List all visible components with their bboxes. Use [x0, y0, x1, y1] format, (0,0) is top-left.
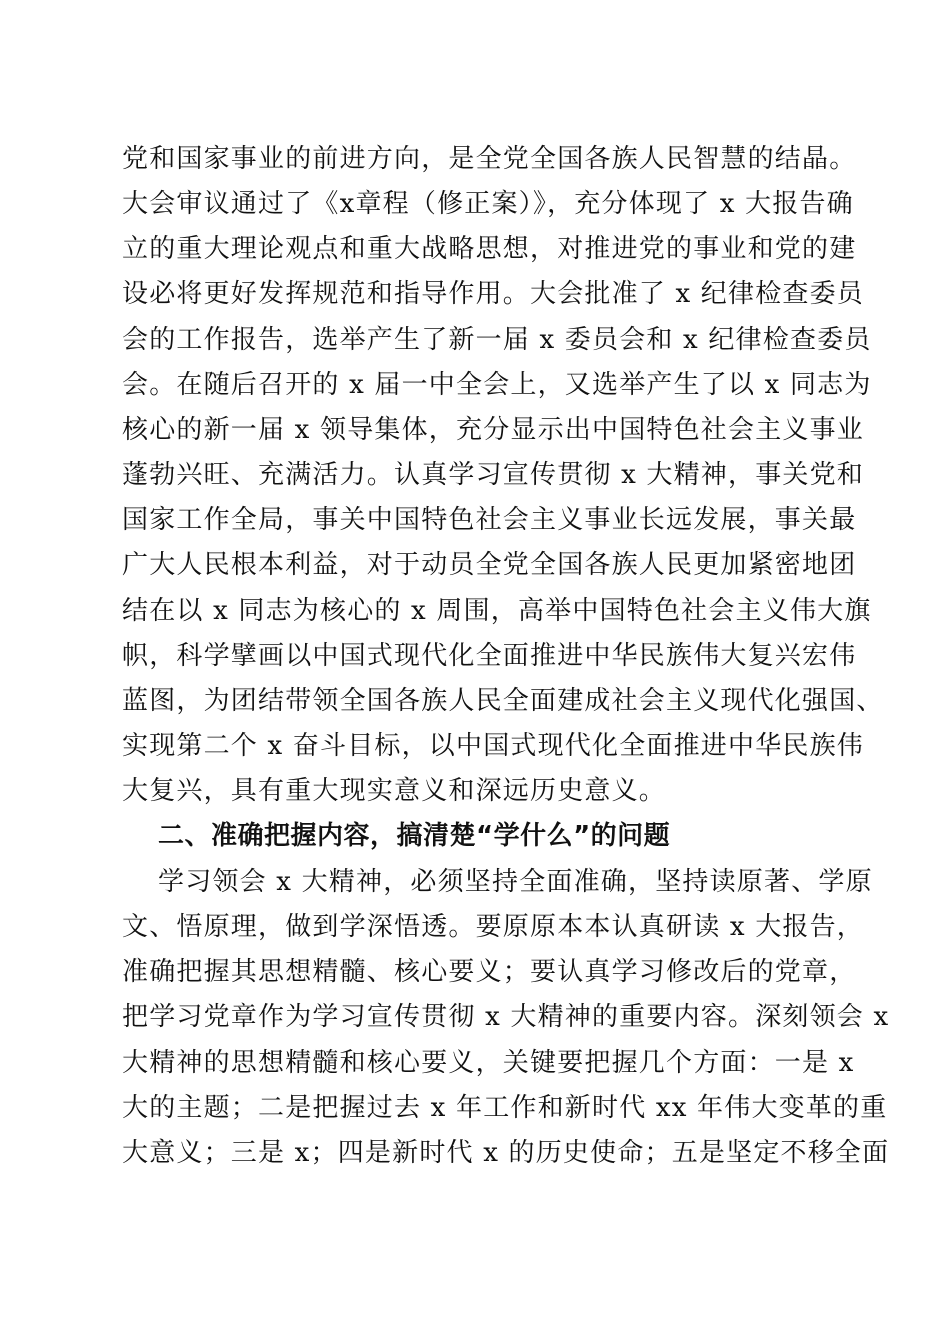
body-text-line: 大的主题；二是把握过去 x 年工作和新时代 xx 年伟大变革的重 [122, 1093, 888, 1123]
body-text-line: 实现第二个 x 奋斗目标，以中国式现代化全面推进中华民族伟 [122, 731, 864, 761]
body-text-line: 广大人民根本利益，对于动员全党全国各族人民更加紧密地团 [122, 550, 857, 580]
body-text-line: 准确把握其思想精髓、核心要义；要认真学习修改后的党章， [122, 957, 857, 987]
body-text-line: 会。在随后召开的 x 届一中全会上，又选举产生了以 x 同志为 [122, 370, 872, 400]
body-text-line: 文、悟原理，做到学深悟透。要原原本本认真研读 x 大报告， [122, 912, 864, 942]
section-heading: 二、准确把握内容，搞清楚“学什么”的问题 [158, 821, 671, 851]
body-text-line: 核心的新一届 x 领导集体，充分显示出中国特色社会主义事业 [122, 415, 864, 445]
body-text-line: 结在以 x 同志为核心的 x 周围，高举中国特色社会主义伟大旗 [122, 596, 872, 626]
body-text-line: 国家工作全局，事关中国特色社会主义事业长远发展，事关最 [122, 505, 857, 535]
body-text-line: 学习领会 x 大精神，必须坚持全面准确，坚持读原著、学原 [158, 867, 873, 897]
body-text-line: 会的工作报告，选举产生了新一届 x 委员会和 x 纪律检查委员 [122, 325, 872, 355]
body-text-line: 蓬勃兴旺、充满活力。认真学习宣传贯彻 x 大精神，事关党和 [122, 460, 864, 490]
body-text-line: 大意义；三是 x；四是新时代 x 的历史使命；五是坚定不移全面 [122, 1138, 890, 1168]
body-text-line: 帜，科学擘画以中国式现代化全面推进中华民族伟大复兴宏伟 [122, 641, 857, 671]
body-text-line: 大精神的思想精髓和核心要义，关键要把握几个方面：一是 x [122, 1048, 855, 1078]
body-text-line: 党和国家事业的前进方向，是全党全国各族人民智慧的结晶。 [122, 144, 857, 174]
body-text-line: 立的重大理论观点和重大战略思想，对推进党的事业和党的建 [122, 234, 857, 264]
body-text-line: 大复兴，具有重大现实意义和深远历史意义。 [122, 776, 667, 806]
body-text-line: 设必将更好发挥规范和指导作用。大会批准了 x 纪律检查委员 [122, 279, 864, 309]
body-text-line: 大会审议通过了《x章程（修正案）》，充分体现了 x 大报告确 [122, 189, 854, 219]
body-text-line: 把学习党章作为学习宣传贯彻 x 大精神的重要内容。深刻领会 x [122, 1002, 890, 1032]
body-text-line: 蓝图，为团结带领全国各族人民全面建成社会主义现代化强国、 [122, 686, 884, 716]
